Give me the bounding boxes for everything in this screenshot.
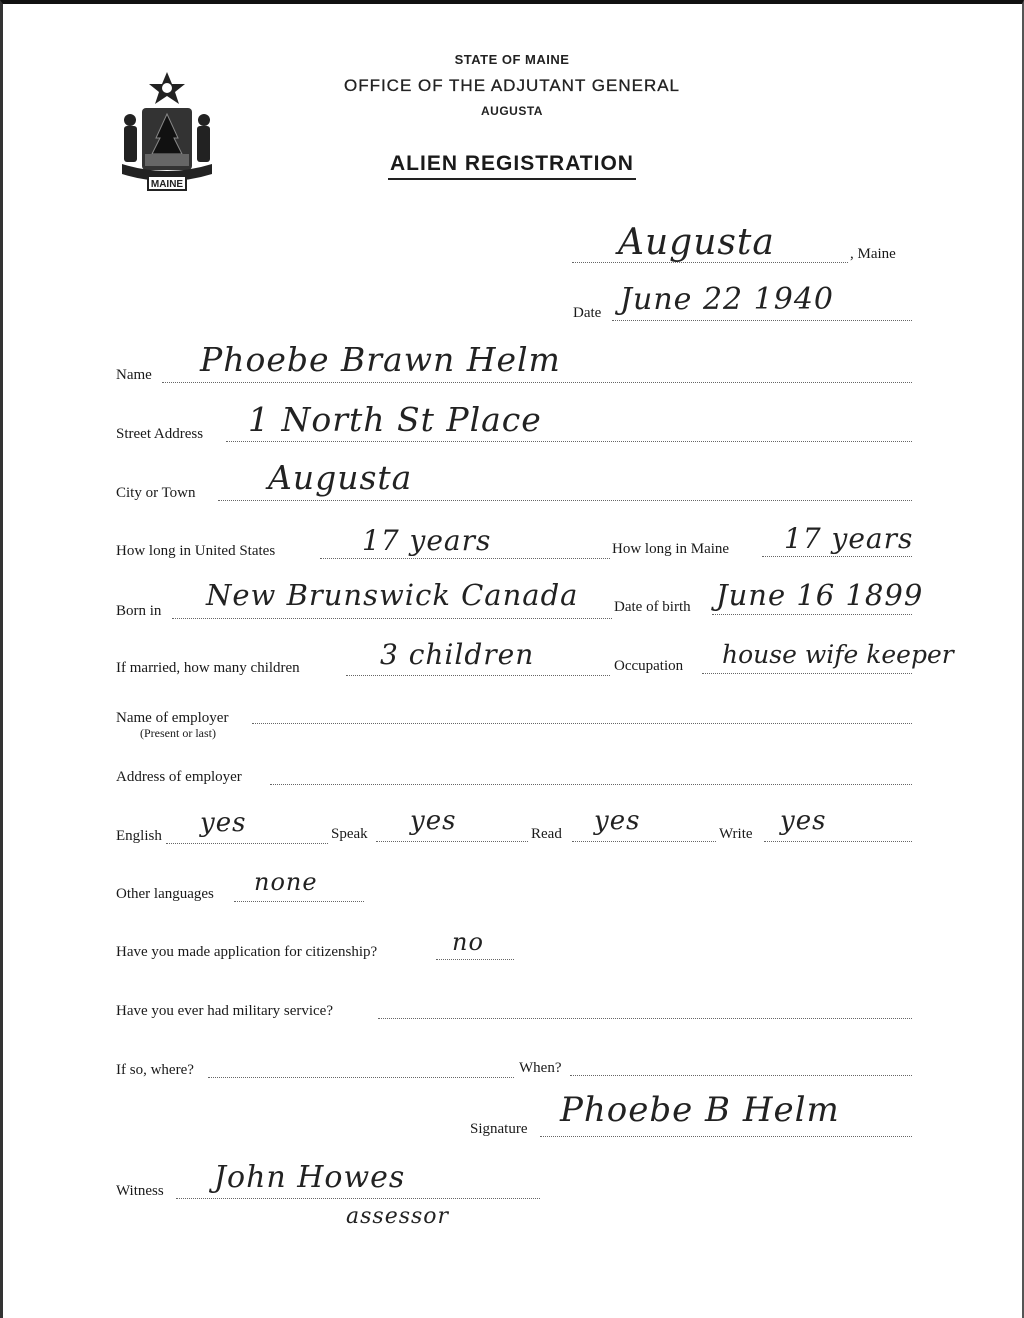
seal-label: MAINE bbox=[150, 179, 184, 190]
me-time-label: How long in Maine bbox=[612, 541, 730, 557]
military-label: Have you ever had military service? bbox=[116, 1003, 333, 1019]
witness-value: John Howes bbox=[214, 1160, 406, 1195]
write-label: Write bbox=[719, 826, 753, 842]
maine-label: , Maine bbox=[850, 246, 896, 262]
us-time-line bbox=[320, 558, 610, 559]
english-line bbox=[166, 843, 328, 844]
city-value: Augusta bbox=[268, 458, 413, 497]
other-languages-label: Other languages bbox=[116, 886, 214, 902]
english-label: English bbox=[116, 828, 162, 844]
read-label: Read bbox=[531, 826, 562, 842]
employer-label: Name of employer bbox=[116, 710, 229, 726]
employer-line bbox=[252, 723, 912, 724]
occupation-line bbox=[702, 673, 912, 674]
occupation-value: house wife keeper bbox=[722, 640, 954, 669]
street-label: Street Address bbox=[116, 426, 204, 442]
signature-label: Signature bbox=[470, 1121, 528, 1137]
form-title: ALIEN REGISTRATION bbox=[388, 152, 636, 180]
place-value: Augusta bbox=[618, 222, 775, 263]
dob-label: Date of birth bbox=[614, 599, 691, 615]
signature-value: Phoebe B Helm bbox=[560, 1090, 840, 1130]
born-label: Born in bbox=[116, 603, 162, 619]
where-label: If so, where? bbox=[116, 1062, 194, 1078]
city-label: City or Town bbox=[116, 485, 196, 501]
name-line bbox=[162, 382, 912, 383]
military-line bbox=[378, 1018, 912, 1019]
witness-line bbox=[176, 1198, 540, 1199]
read-line bbox=[572, 841, 716, 842]
witness-title-value: assessor bbox=[346, 1204, 450, 1229]
speak-value: yes bbox=[410, 806, 457, 836]
write-value: yes bbox=[780, 806, 827, 836]
city-line bbox=[218, 500, 912, 501]
when-line bbox=[570, 1075, 912, 1076]
employer-sublabel: (Present or last) bbox=[140, 726, 216, 740]
where-line bbox=[208, 1077, 514, 1078]
dob-value: June 16 1899 bbox=[716, 578, 924, 612]
name-label: Name bbox=[116, 367, 152, 383]
us-time-label: How long in United States bbox=[116, 543, 276, 559]
other-languages-value: none bbox=[254, 868, 318, 896]
city-heading: AUGUSTA bbox=[481, 104, 543, 118]
signature-line bbox=[540, 1136, 912, 1137]
citizenship-value: no bbox=[452, 928, 484, 956]
write-line bbox=[764, 841, 912, 842]
born-line bbox=[172, 618, 612, 619]
date-value: June 22 1940 bbox=[620, 282, 835, 317]
citizenship-label: Have you made application for citizenship? bbox=[116, 944, 378, 960]
street-value: 1 North St Place bbox=[248, 400, 542, 439]
state-heading: STATE OF MAINE bbox=[454, 52, 570, 67]
form-title-wrap bbox=[0, 152, 1024, 176]
witness-label: Witness bbox=[116, 1183, 164, 1199]
employer-address-line bbox=[270, 784, 912, 785]
me-time-line bbox=[762, 556, 912, 557]
children-value: 3 children bbox=[380, 638, 535, 671]
us-time-value: 17 years bbox=[362, 524, 492, 557]
citizenship-line bbox=[436, 959, 514, 960]
employer-address-label: Address of employer bbox=[116, 769, 242, 785]
speak-label: Speak bbox=[331, 826, 368, 842]
office-heading: OFFICE OF THE ADJUTANT GENERAL bbox=[343, 76, 681, 95]
date-label: Date bbox=[573, 305, 602, 321]
date-line bbox=[612, 320, 912, 321]
other-languages-line bbox=[234, 901, 364, 902]
when-label: When? bbox=[519, 1060, 562, 1076]
born-value: New Brunswick Canada bbox=[206, 578, 579, 612]
children-line bbox=[346, 675, 610, 676]
dob-line bbox=[712, 614, 912, 615]
me-time-value: 17 years bbox=[784, 522, 914, 555]
street-line bbox=[226, 441, 912, 442]
children-label: If married, how many children bbox=[116, 660, 300, 676]
speak-line bbox=[376, 841, 528, 842]
occupation-label: Occupation bbox=[614, 658, 684, 674]
read-value: yes bbox=[594, 806, 641, 836]
name-value: Phoebe Brawn Helm bbox=[200, 340, 561, 379]
english-value: yes bbox=[200, 808, 247, 838]
